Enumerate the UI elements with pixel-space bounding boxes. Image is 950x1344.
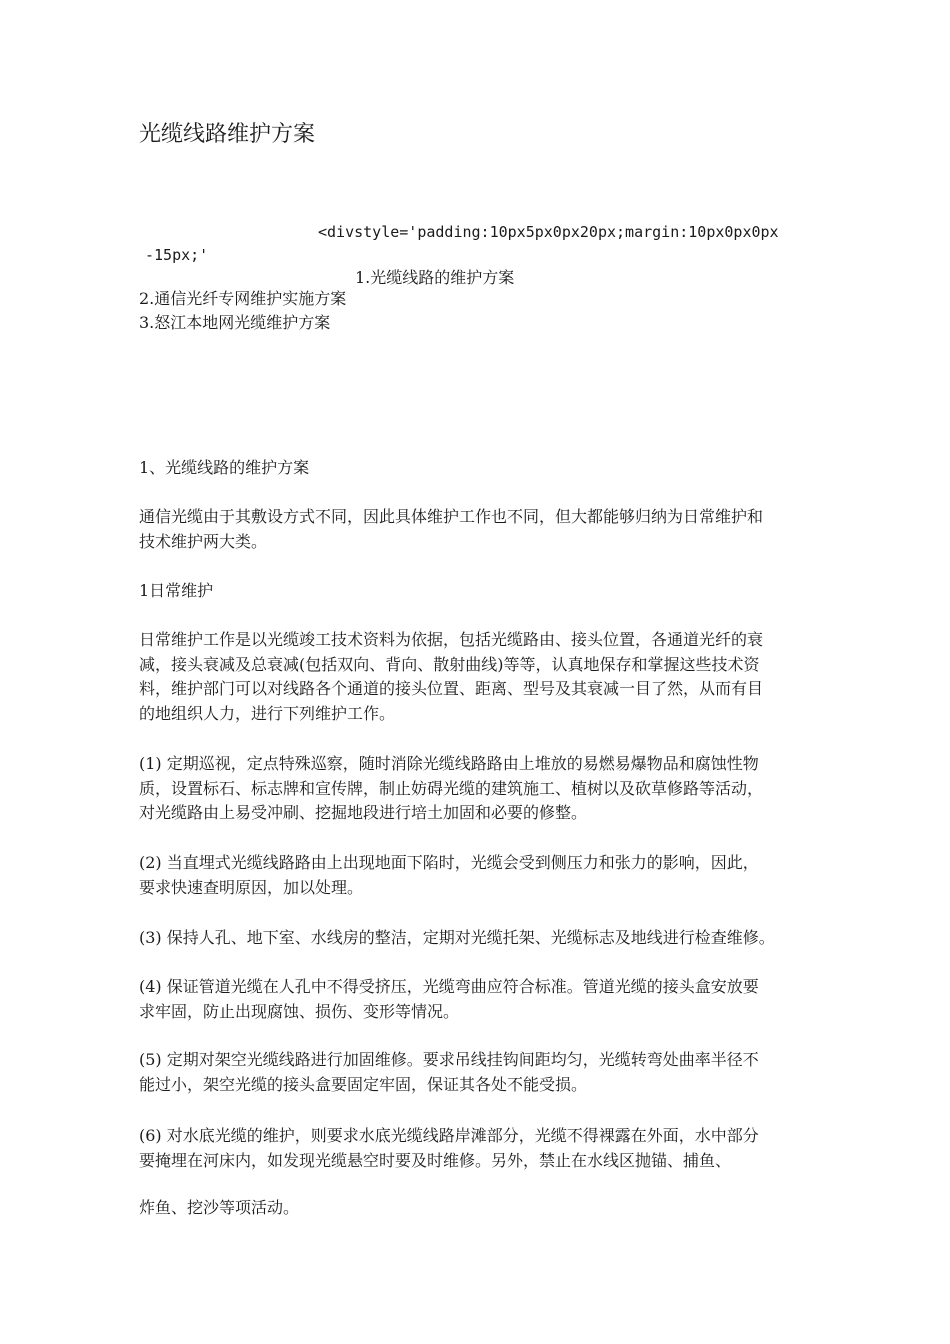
paragraph-line: 技术维护两大类。 [139, 531, 268, 551]
item-6-paragraph [139, 1124, 819, 1173]
paragraph-line: (1) 定期巡视，定点特殊巡察，随时消除光缆线路路由上堆放的易燃易爆物品和腐蚀性物 [139, 754, 759, 773]
toc-item[interactable]: 3.怒江本地网光缆维护方案 [139, 313, 331, 332]
item-1-paragraph [139, 752, 819, 826]
sub-heading: 1日常维护 [139, 581, 214, 600]
paragraph-line: 能过小，架空光缆的接头盒要固定牢固，保证其各处不能受损。 [139, 1074, 588, 1094]
paragraph-line: (5) 定期对架空光缆线路进行加固维修。要求吊线挂钩间距均匀，光缆转弯处曲率半径不 [139, 1050, 759, 1069]
paragraph-line: 质，设置标石、标志牌和宣传牌，制止妨碍光缆的建筑施工、植树以及砍草修路等活动， [139, 778, 764, 798]
section-heading: 1、光缆线路的维护方案 [139, 458, 310, 477]
item-4-paragraph [139, 975, 819, 1024]
paragraph-line: 要掩埋在河床内，如发现光缆悬空时要及时维修。另外，禁止在水线区抛锚、捕鱼、 [139, 1150, 732, 1170]
item-5-paragraph [139, 1048, 819, 1097]
page-title: 光缆线路维护方案 [139, 122, 316, 147]
code-fragment-line2: -15px;' [145, 246, 209, 264]
paragraph-line: (4) 保证管道光缆在人孔中不得受挤压，光缆弯曲应符合标准。管道光缆的接头盒安放要 [139, 977, 759, 996]
paragraph-line: 对光缆路由上易受冲刷、挖掘地段进行培土加固和必要的修整。 [139, 803, 588, 822]
paragraph-line: 料，维护部门可以对线路各个通道的接头位置、距离、型号及其衰减一目了然，从而有目 [139, 679, 764, 698]
paragraph-line: 要求快速查明原因，加以处理。 [139, 877, 364, 897]
intro-paragraph [139, 505, 819, 554]
item-6-tail-line: 炸鱼、挖沙等项活动。 [139, 1198, 300, 1217]
daily-maintenance-paragraph [139, 628, 819, 726]
paragraph-line: (6) 对水底光缆的维护，则要求水底光缆线路岸滩部分，光缆不得裸露在外面，水中部分 [139, 1126, 759, 1145]
paragraph-line: 日常维护工作是以光缆竣工技术资料为依据，包括光缆路由、接头位置，各通道光纤的衰 [139, 630, 764, 649]
toc-item[interactable]: 2.通信光纤专网维护实施方案 [139, 289, 347, 308]
paragraph-line: 通信光缆由于其敷设方式不同，因此具体维护工作也不同，但大都能够归纳为日常维护和 [139, 507, 764, 526]
paragraph-line: 求牢固，防止出现腐蚀、损伤、变形等情况。 [139, 1001, 460, 1021]
paragraph-line: (2) 当直埋式光缆线路路由上出现地面下陷时，光缆会受到侧压力和张力的影响，因此， [139, 853, 759, 872]
toc-item[interactable]: 1.光缆线路的维护方案 [355, 268, 515, 287]
code-fragment-line1: <divstyle='padding:10px5px0px20px;margin:10px0px0px [318, 223, 779, 241]
paragraph-line: 减，接头衰减及总衰减(包括双向、背向、散射曲线)等等，认真地保存和掌握这些技术资 [139, 654, 760, 674]
item-3-paragraph [139, 926, 819, 951]
paragraph-line: 的地组织人力，进行下列维护工作。 [139, 703, 396, 723]
paragraph-line: (3) 保持人孔、地下室、水线房的整洁，定期对光缆托架、光缆标志及地线进行检查维修。 [139, 928, 775, 947]
item-2-paragraph [139, 851, 819, 900]
